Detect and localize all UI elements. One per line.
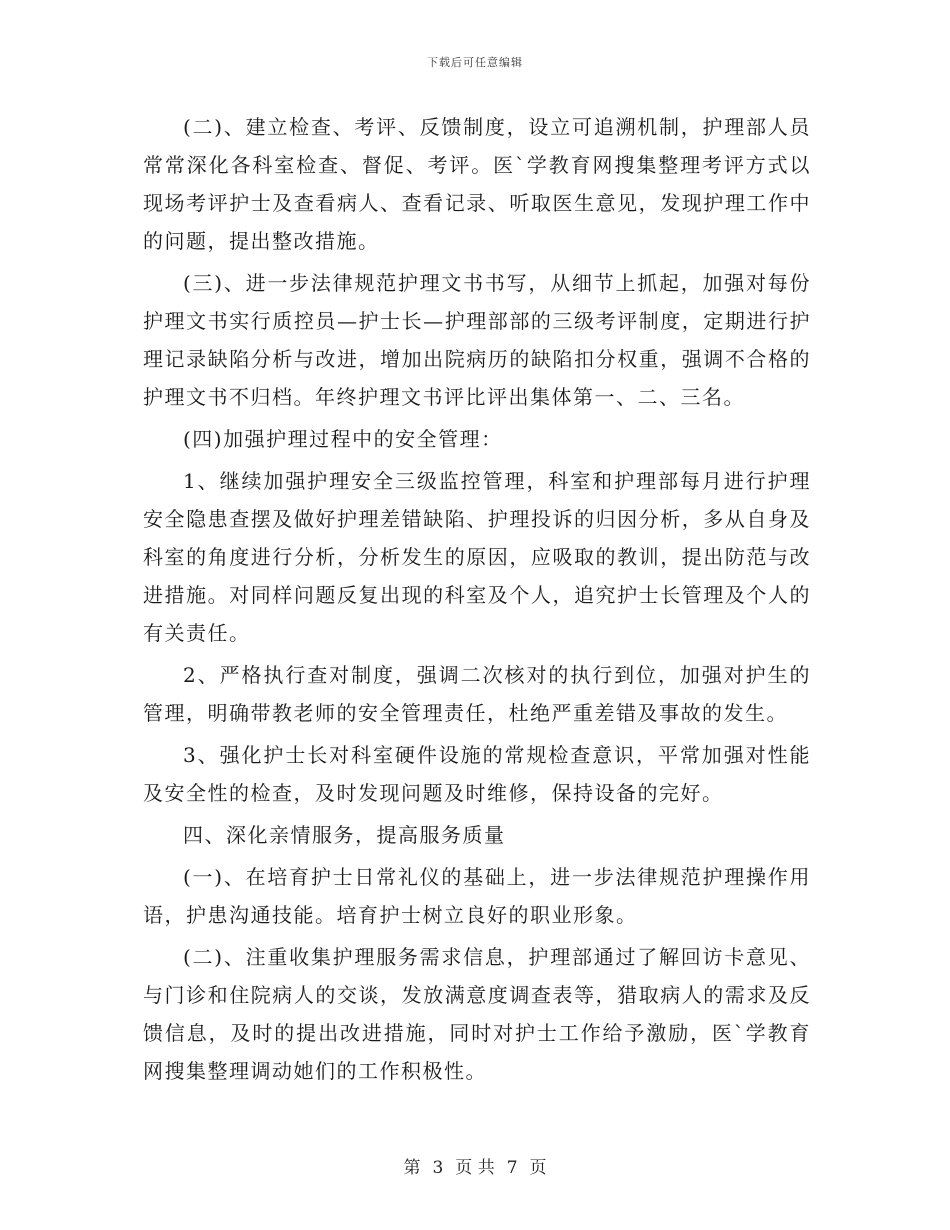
paragraph: (三)、进一步法律规范护理文书书写，从细节上抓起，加强对每份护理文书实行质控员—护士长—护理部部的三级考评制度，定期进行护理记录缺陷分析与改进，增加出院病历的缺陷扣分权重，强调不合格的护理文书不归档。年终护理文书评比评出集体第一、二、三名。 [143,271,811,409]
paragraph: (一)、在培育护士日常礼仪的基础上，进一步法律规范护理操作用语，护患沟通技能。培育护士树立良好的职业形象。 [143,865,811,927]
footer-current-page: 3 [432,1158,444,1178]
paragraph: (四)加强护理过程中的安全管理： [183,427,503,451]
paragraph: 3、强化护士长对科室硬件设施的常规检查意识，平常加强对性能及安全性的检查，及时发现问题及时维修，保持设备的完好。 [143,743,811,805]
footer-total-pages: 7 [506,1158,518,1178]
paragraph: 2、严格执行查对制度，强调二次核对的执行到位，加强对护生的管理，明确带教老师的安全管理责任，杜绝严重差错及事故的发生。 [143,663,811,725]
footer-prefix: 第 [403,1158,421,1178]
paragraph: (二)、建立检查、考评、反馈制度，设立可追溯机制，护理部人员常常深化各科室检查、督促、考评。医`学教育网搜集整理考评方式以现场考评护士及查看病人、查看记录、听取医生意见，发现护理工作中的问题，提出整改措施。 [143,115,811,253]
section-heading: 四、深化亲情服务，提高服务质量 [183,823,506,847]
footer-middle: 页 共 [455,1158,495,1178]
header-note: 下载后可任意编辑 [427,56,523,69]
footer-suffix: 页 [529,1158,547,1178]
document-body [143,108,811,1094]
paragraph: 1、继续加强护理安全三级监控管理，科室和护理部每月进行护理安全隐患查摆及做好护理差错缺陷、护理投诉的归因分析，多从自身及科室的角度进行分析，分析发生的原因，应吸取的教训，提出防范与改进措施。对同样问题反复出现的科室及个人，追究护士长管理及个人的有关责任。 [143,469,811,645]
paragraph: (二)、注重收集护理服务需求信息，护理部通过了解回访卡意见、与门诊和住院病人的交谈，发放满意度调查表等，猎取病人的需求及反馈信息，及时的提出改进措施，同时对护士工作给予激励，医`学教育网搜集整理调动她们的工作积极性。 [143,945,811,1083]
page-footer [0,1153,950,1178]
